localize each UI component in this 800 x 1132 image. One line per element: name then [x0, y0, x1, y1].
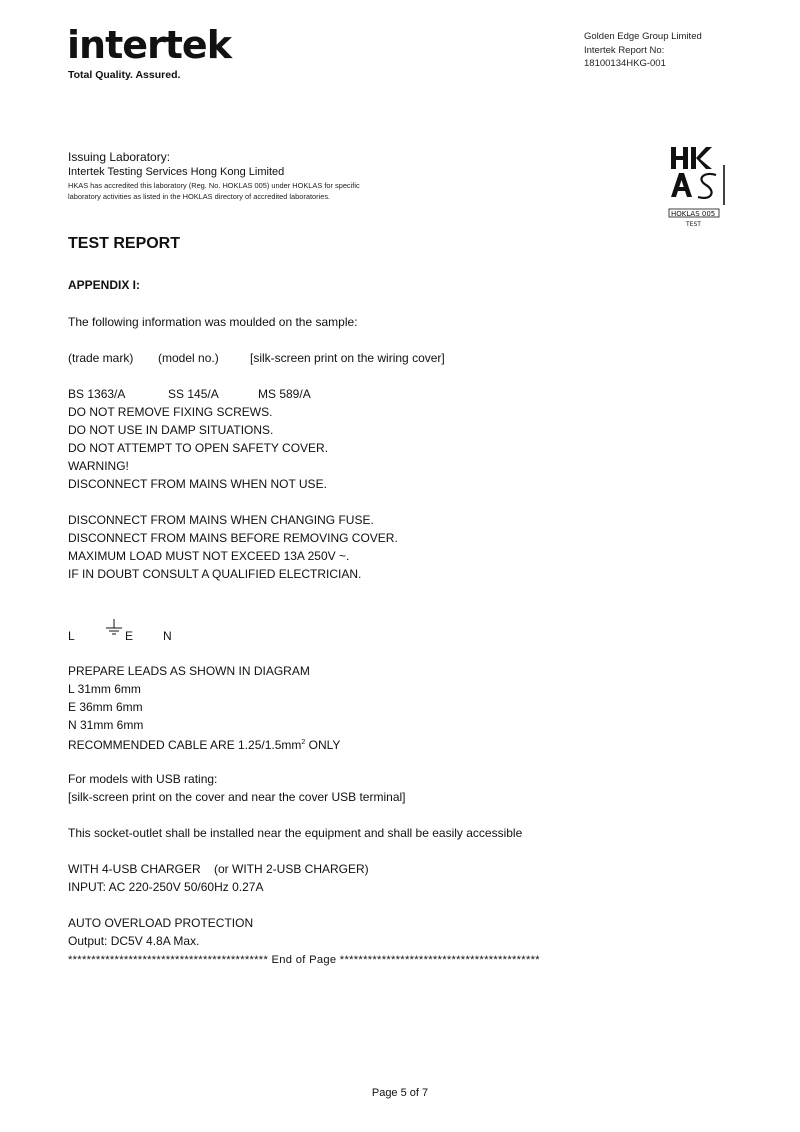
- issuing-laboratory: [68, 150, 360, 202]
- hkas-logo-label: HOKLAS 005: [671, 210, 716, 218]
- warning-line: DISCONNECT FROM MAINS WHEN NOT USE.: [68, 477, 327, 491]
- mark-trade: (trade mark): [68, 351, 134, 365]
- warning-line: DISCONNECT FROM MAINS BEFORE REMOVING COVER.: [68, 531, 398, 545]
- hkas-accreditation-logo: [668, 145, 730, 230]
- cable-superscript: 2: [301, 739, 306, 746]
- warning-line: WARNING!: [68, 459, 129, 473]
- standard-ss: SS 145/A: [168, 387, 219, 401]
- appendix-heading: APPENDIX I:: [68, 278, 141, 292]
- usb-line-2: [silk-screen print on the cover and near the cover USB terminal]: [68, 790, 406, 804]
- accreditation-line-2: laboratory activities as listed in the HOKLAS directory of accredited laboratories.: [68, 192, 331, 201]
- intertek-logo: intertek: [67, 23, 231, 67]
- leads-block: [68, 662, 340, 754]
- mark-silkscreen: [silk-screen print on the wiring cover]: [250, 351, 445, 365]
- warning-line: DO NOT REMOVE FIXING SCREWS.: [68, 405, 273, 419]
- terminal-earth: E: [125, 629, 134, 643]
- leads-line: PREPARE LEADS AS SHOWN IN DIAGRAM: [68, 664, 310, 678]
- issuing-lab-heading: Issuing Laboratory:: [68, 150, 171, 164]
- hkas-logo-sub: TEST: [686, 221, 701, 228]
- warnings-block: [68, 403, 328, 493]
- warning-line: IF IN DOUBT CONSULT A QUALIFIED ELECTRICIAN.: [68, 567, 362, 581]
- leads-line: N 31mm 6mm: [68, 718, 144, 732]
- overload-line-2: Output: DC5V 4.8A Max.: [68, 934, 200, 948]
- page-number: Page 5 of 7: [371, 1087, 429, 1099]
- charger-line-1: WITH 4-USB CHARGER (or WITH 2-USB CHARGER): [68, 862, 369, 876]
- terminal-neutral: N: [163, 629, 172, 643]
- lab-name: Intertek Testing Services Hong Kong Limited: [68, 166, 285, 178]
- report-header: [584, 30, 702, 71]
- cable-recommendation: [68, 734, 340, 754]
- install-note: This socket-outlet shall be installed near the equipment and shall be easily accessible: [68, 826, 523, 840]
- end-of-page-marker: ******************************************* End of Page *******************************************: [68, 954, 540, 966]
- warning-line: DO NOT USE IN DAMP SITUATIONS.: [68, 423, 274, 437]
- standard-ms: MS 589/A: [258, 387, 311, 401]
- usb-line-1: For models with USB rating:: [68, 772, 218, 786]
- standard-bs: BS 1363/A: [68, 387, 126, 401]
- overload-line-1: AUTO OVERLOAD PROTECTION: [68, 916, 254, 930]
- leads-line: E 36mm 6mm: [68, 700, 143, 714]
- cable-text: RECOMMENDED CABLE ARE 1.25/1.5mm: [68, 738, 302, 752]
- cable-tail: ONLY: [305, 738, 341, 752]
- client-name: Golden Edge Group Limited: [584, 31, 702, 42]
- leads-line: L 31mm 6mm: [68, 682, 141, 696]
- warning-line: DO NOT ATTEMPT TO OPEN SAFETY COVER.: [68, 441, 329, 455]
- report-number-label: Intertek Report No:: [584, 44, 665, 56]
- intro-text: The following information was moulded on the sample:: [68, 315, 358, 329]
- report-number: 18100134HKG-001: [584, 58, 666, 69]
- accreditation-line-1: HKAS has accredited this laboratory (Reg. No. HOKLAS 005) under HOKLAS for specific: [68, 181, 360, 190]
- charger-line-2: INPUT: AC 220-250V 50/60Hz 0.27A: [68, 880, 264, 894]
- terminal-live: L: [68, 629, 75, 643]
- charger-block: [68, 860, 369, 896]
- logo-tagline: Total Quality. Assured.: [68, 69, 181, 81]
- mark-model: (model no.): [158, 351, 219, 365]
- warning-line: MAXIMUM LOAD MUST NOT EXCEED 13A 250V ~.: [68, 549, 350, 563]
- overload-block: [68, 914, 253, 950]
- warning-line: DISCONNECT FROM MAINS WHEN CHANGING FUSE.: [68, 513, 374, 527]
- usb-block: [68, 770, 406, 806]
- earth-ground-icon: [104, 618, 124, 638]
- warnings-block-2: [68, 511, 398, 583]
- page-title: TEST REPORT: [68, 235, 181, 252]
